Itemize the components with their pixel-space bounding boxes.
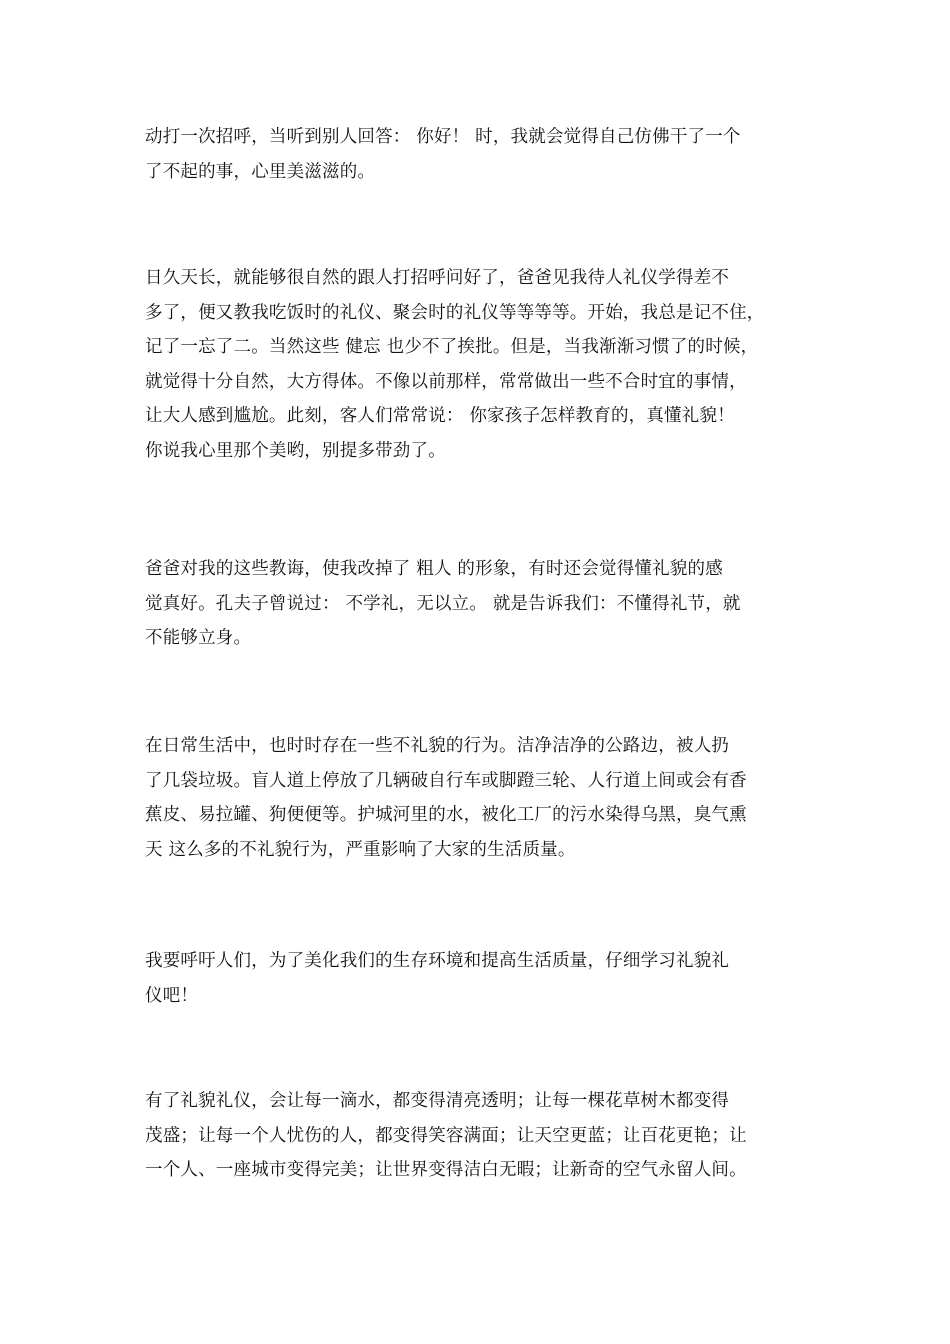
text-line: 仪吧！ [145,985,199,1006]
text-line: 茂盛；让每一个人忧伤的人，都变得笑容满面；让天空更蓝；让百花更艳；让 [145,1125,747,1146]
text-line: 记了一忘了二。当然这些 健忘 也少不了挨批。但是，当我渐渐习惯了的时候， [145,337,759,357]
text-line: 觉真好。孔夫子曾说过： 不学礼，无以立。 就是告诉我们：不懂得礼节，就 [145,593,741,614]
paragraph-3 [145,552,810,656]
text-line: 动打一次招呼，当听到别人回答： 你好！ 时，我就会觉得自己仿佛干了一个 [145,127,741,147]
text-line: 一个人、一座城市变得完美；让世界变得洁白无暇；让新奇的空气永留人间。 [145,1160,747,1180]
text-line: 有了礼貌礼仪，会让每一滴水，都变得清亮透明；让每一棵花草树木都变得 [145,1091,730,1111]
paragraph-4 [145,729,810,867]
text-line: 在日常生活中，也时时存在一些不礼貌的行为。洁净洁净的公路边，被人扔 [145,736,730,756]
text-line: 不能够立身。 [145,628,252,648]
paragraph-1 [145,120,810,189]
text-line: 了几袋垃圾。盲人道上停放了几辆破自行车或脚蹬三轮、人行道上间或会有香 [145,770,747,791]
text-line: 让大人感到尴尬。此刻，客人们常常说： 你家孩子怎样教育的，真懂礼貌！ [145,406,735,426]
text-line: 多了，便又教我吃饭时的礼仪、聚会时的礼仪等等等等。开始，我总是记不住， [145,302,765,323]
text-line: 天 这么多的不礼貌行为，严重影响了大家的生活质量。 [145,839,576,860]
text-line: 我要呼吁人们，为了美化我们的生存环境和提高生活质量，仔细学习礼貌礼 [145,951,730,971]
text-line: 蕉皮、易拉罐、狗便便等。护城河里的水，被化工厂的污水染得乌黑，臭气熏 [145,805,747,825]
paragraph-5 [145,944,810,1013]
paragraph-2 [145,261,810,468]
text-line: 了不起的事，心里美滋滋的。 [145,161,376,182]
paragraph-6 [145,1084,810,1188]
text-line: 就觉得十分自然，大方得体。不像以前那样，常常做出一些不合时宜的事情， [145,371,747,392]
text-line: 你说我心里那个美哟，别提多带劲了。 [145,440,446,461]
text-line: 日久天长，就能够很自然的跟人打招呼问好了，爸爸见我待人礼仪学得差不 [145,268,730,288]
text-line: 爸爸对我的这些教诲，使我改掉了 粗人 的形象，有时还会觉得懂礼貌的感 [145,559,723,579]
